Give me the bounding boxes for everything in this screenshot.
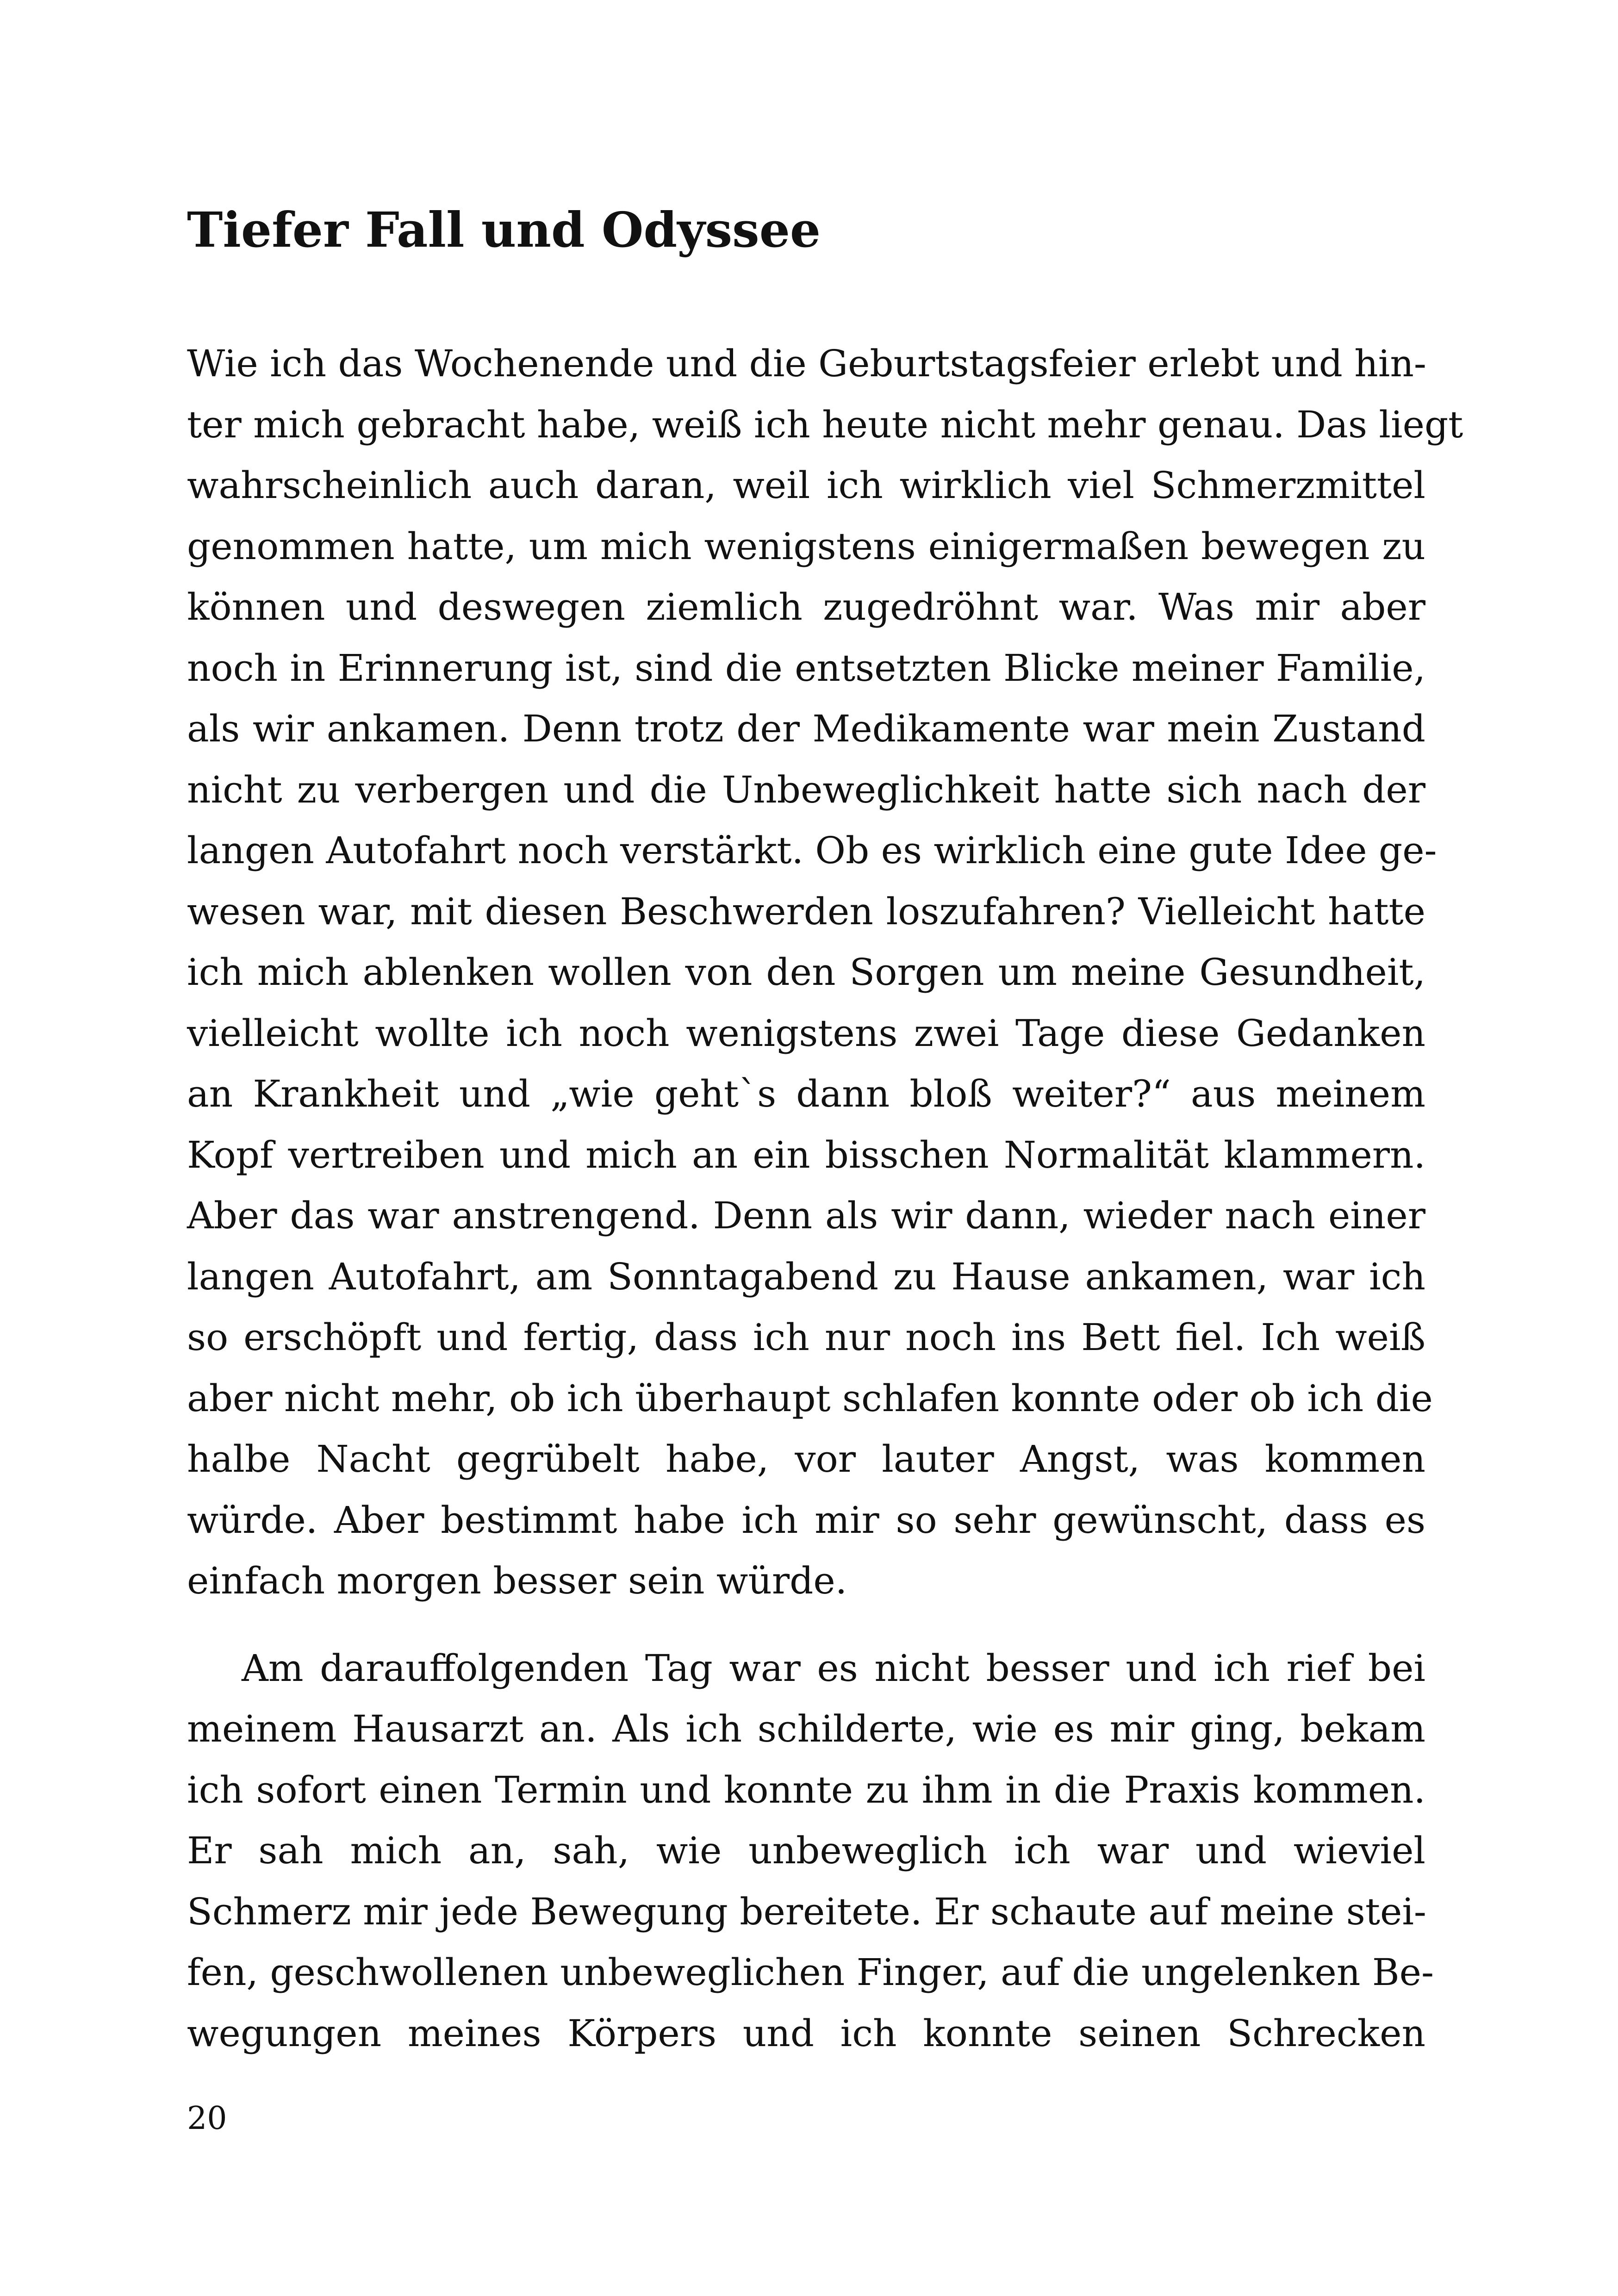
text-line: als wir ankamen. Denn trotz der Medikamente war mein Zustand: [187, 707, 1425, 750]
paragraph-1: [187, 333, 1463, 1612]
text-line: Am darauffolgenden Tag war es nicht besser und ich rief bei: [242, 1646, 1425, 1690]
body-text: [187, 333, 1463, 2064]
text-line: ter mich gebracht habe, weiß ich heute nicht mehr genau. Das liegt: [187, 403, 1463, 446]
text-line: einfach morgen besser sein würde.: [187, 1559, 847, 1602]
text-line: können und deswegen ziemlich zugedröhnt war. Was mir aber: [187, 585, 1425, 628]
text-line: an Krankheit und „wie geht`s dann bloß weiter?“ aus meinem: [187, 1072, 1425, 1115]
chapter-title: Tiefer Fall und Odyssee: [187, 201, 821, 258]
text-line: meinem Hausarzt an. Als ich schilderte, wie es mir ging, bekam: [187, 1707, 1425, 1750]
text-line: aber nicht mehr, ob ich überhaupt schlafen konnte oder ob ich die: [187, 1376, 1433, 1420]
text-line: wesen war, mit diesen Beschwerden loszufahren? Vielleicht hatte: [187, 890, 1425, 933]
text-line: langen Autofahrt, am Sonntagabend zu Hause ankamen, war ich: [187, 1255, 1425, 1298]
text-line: ich sofort einen Termin und konnte zu ihm in die Praxis kommen.: [187, 1768, 1425, 1811]
text-line: langen Autofahrt noch verstärkt. Ob es wirklich eine gute Idee ge-: [187, 829, 1437, 872]
text-line: fen, geschwollenen unbeweglichen Finger, auf die ungelenken Be-: [187, 1951, 1434, 1994]
text-line: halbe Nacht gegrübelt habe, vor lauter Angst, was kommen: [187, 1437, 1425, 1481]
text-line: wegungen meines Körpers und ich konnte seinen Schrecken: [187, 2011, 1425, 2055]
text-line: Wie ich das Wochenende und die Geburtstagsfeier erlebt und hin-: [187, 342, 1426, 385]
page-number: 20: [187, 2100, 227, 2137]
text-line: noch in Erinnerung ist, sind die entsetzten Blicke meiner Familie,: [187, 646, 1425, 690]
text-line: so erschöpft und fertig, dass ich nur noch ins Bett fiel. Ich weiß: [187, 1316, 1425, 1359]
text-line: nicht zu verbergen und die Unbeweglichkeit hatte sich nach der: [187, 768, 1425, 811]
text-line: Schmerz mir jede Bewegung bereitete. Er schaute auf meine stei-: [187, 1890, 1426, 1933]
text-line: wahrscheinlich auch daran, weil ich wirklich viel Schmerzmittel: [187, 464, 1425, 507]
text-line: Aber das war anstrengend. Denn als wir dann, wieder nach einer: [187, 1194, 1425, 1237]
paragraph-2: [187, 1638, 1434, 2064]
text-line: Kopf vertreiben und mich an ein bisschen Normalität klammern.: [187, 1133, 1425, 1176]
text-line: ich mich ablenken wollen von den Sorgen um meine Gesundheit,: [187, 951, 1425, 994]
text-line: genommen hatte, um mich wenigstens einigermaßen bewegen zu: [187, 524, 1425, 568]
text-line: vielleicht wollte ich noch wenigstens zwei Tage diese Gedanken: [187, 1011, 1425, 1055]
text-line: Er sah mich an, sah, wie unbeweglich ich war und wieviel: [187, 1829, 1425, 1872]
text-line: würde. Aber bestimmt habe ich mir so sehr gewünscht, dass es: [187, 1498, 1425, 1542]
